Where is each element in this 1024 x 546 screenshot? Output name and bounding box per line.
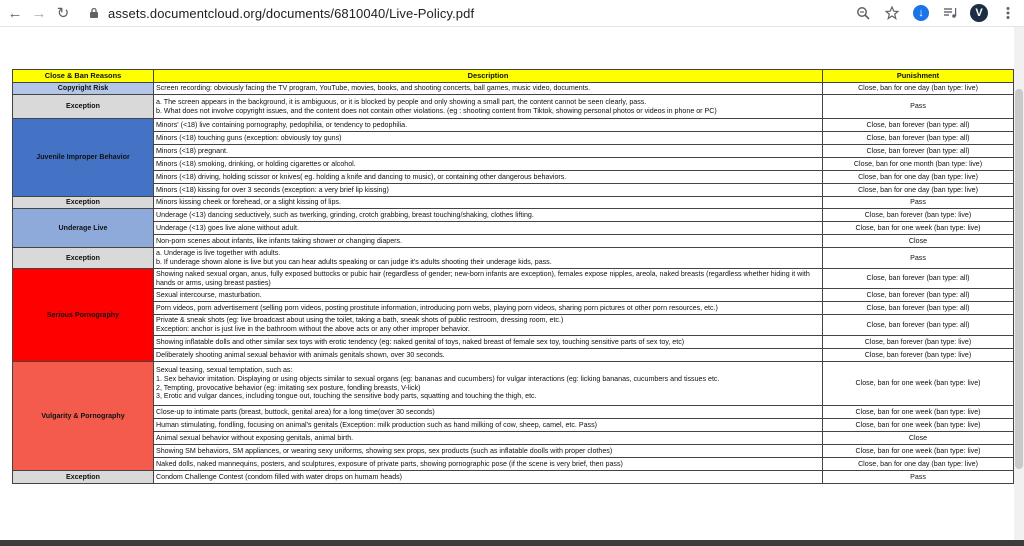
- punishment-cell: Close, ban for one week (ban type: live): [823, 362, 1014, 406]
- punishment-cell: Close, ban for one day (ban type: live): [823, 83, 1014, 95]
- description-cell: [154, 248, 823, 269]
- description-cell: [154, 222, 823, 235]
- pass-badge: Pass: [823, 471, 1014, 484]
- punishment-cell: Close, ban forever (ban type: all): [823, 315, 1014, 336]
- description-cell: [154, 209, 823, 222]
- table-row: [13, 458, 1014, 471]
- description-line: Sexual intercourse, masturbation.: [156, 290, 262, 299]
- description-cell: [154, 406, 823, 419]
- reason-cell: Vulgarity & Pornography: [13, 362, 154, 471]
- description-line: Naked dolls, naked mannequins, posters, and sculptures, exposure of private parts, showing pornographic pose (if the scene is very brief, then pass): [156, 459, 623, 468]
- description-line: Minors (<18) driving, holding scissor or knives( eg. holding a knife and dancing to music), or containing other dangerous behaviors.: [156, 172, 567, 181]
- star-icon[interactable]: [882, 3, 902, 23]
- punishment-cell: Close, ban for one day (ban type: live): [823, 184, 1014, 197]
- description-line: Deliberately shooting animal sexual behavior with animals genitals shown, over 30 seconds.: [156, 350, 445, 359]
- description-line: 2, Tempting, provocative behavior (eg: imitating sex posture, fondling breasts, V-lick): [156, 383, 421, 392]
- description-cell: [154, 95, 823, 119]
- pass-badge: Pass: [823, 248, 1014, 269]
- description-line: Exception: anchor is just live in the bathroom without the above acts or any other improper behavior.: [156, 325, 470, 333]
- pass-badge: Pass: [823, 95, 1014, 119]
- punishment-cell: Close, ban forever (ban type: all): [823, 269, 1014, 289]
- punishment-cell: Close, ban for one week (ban type: live): [823, 445, 1014, 458]
- description-line: Porn videos, porn advertisement (selling porn videos, posting prostitute information, introducing porn webs, playing porn videos, sharing porn pictures ot other porn resources, etc.): [156, 303, 718, 312]
- description-cell: [154, 83, 823, 95]
- description-line: b. What does not involve copyright issues, and the content does not contain other violations. (eg : shooting content from Tiktok, showing personal photos or videos in phone or PC): [156, 106, 717, 115]
- table-row: [13, 432, 1014, 445]
- table-row: [13, 83, 1014, 95]
- table-row: [13, 184, 1014, 197]
- description-cell: [154, 184, 823, 197]
- punishment-cell: Close, ban forever (ban type: live): [823, 209, 1014, 222]
- url-text: assets.documentcloud.org/documents/6810040/Live-Policy.pdf: [108, 5, 475, 21]
- punishment-cell: Close, ban for one day (ban type: live): [823, 458, 1014, 471]
- description-cell: [154, 432, 823, 445]
- vertical-scrollbar[interactable]: [1014, 27, 1024, 540]
- punishment-cell: Close, ban for one week (ban type: live): [823, 222, 1014, 235]
- description-cell: [154, 349, 823, 362]
- punishment-cell: Close, ban for one week (ban type: live): [823, 419, 1014, 432]
- description-cell: [154, 119, 823, 132]
- avatar: V: [970, 4, 988, 22]
- description-line: Underage (<13) dancing seductively, such as twerking, grinding, crotch grabbing, breast touching/shaking, clothes lifting.: [156, 210, 534, 219]
- description-cell: [154, 419, 823, 432]
- table-row: [13, 419, 1014, 432]
- description-line: Showing SM behaviors, SM appliances, or wearing sexy uniforms, showing sex props, sex products (such as inflatable doolls with proper clothes): [156, 446, 613, 455]
- description-line: Minors (<18) kissing for over 3 seconds (exception: a very brief lip kissing): [156, 185, 389, 194]
- description-cell: [154, 171, 823, 184]
- media-icon[interactable]: [940, 3, 960, 23]
- description-line: Human stimulating, fondling, focusing on animal's genitals (Exception: milk production such as hand milking of cow, sheep, camel, etc. Pass): [156, 420, 597, 429]
- table-row: [13, 197, 1014, 209]
- profile-button[interactable]: [969, 3, 989, 23]
- description-cell: [154, 289, 823, 302]
- description-line: Showing inflatable dolls and other similar sex toys with erotic tendency (eg: naked genital of toys, naked breast of female sex toy, touching sensitive parts of sex toy, etc): [156, 337, 685, 346]
- download-icon[interactable]: ↓: [911, 3, 931, 23]
- policy-table: [12, 69, 1014, 484]
- header-reason: Close & Ban Reasons: [13, 70, 154, 83]
- table-row: [13, 171, 1014, 184]
- address-bar[interactable]: [82, 3, 902, 23]
- back-button[interactable]: [6, 4, 24, 22]
- punishment-cell: Close: [823, 235, 1014, 248]
- description-cell: [154, 336, 823, 349]
- reload-button[interactable]: [54, 4, 72, 22]
- description-cell: [154, 132, 823, 145]
- table-row: [13, 158, 1014, 171]
- scrollbar-thumb[interactable]: [1015, 89, 1023, 469]
- back-arrow-icon: ←: [7, 4, 23, 22]
- description-line: Condom Challenge Contest (condom filled with water drops on humam heads): [156, 472, 403, 481]
- description-line: Underage (<13) goes live alone without adult.: [156, 223, 299, 232]
- table-row: [13, 302, 1014, 315]
- pass-badge: Pass: [823, 197, 1014, 209]
- description-line: Minors (<18) smoking, drinking, or holding cigarettes or alcohol.: [156, 159, 356, 168]
- browser-toolbar: [0, 0, 1024, 27]
- table-row: [13, 406, 1014, 419]
- description-cell: [154, 362, 823, 406]
- description-line: Showing naked sexual organ, anus, fully exposed buttocks or pubic hair (regardless of gender; new-born infants are exception), females expose nipples, areola, naked breasts (regardless whether hiding it with hands or arms, using breast pasties): [156, 269, 810, 287]
- description-line: 3, Erotic and vulgar dances, including tongue out, touching the sensitive body parts, squatting and touching the thigh, etc.: [156, 392, 537, 401]
- description-line: Close-up to intimate parts (breast, buttock, genital area) for a long time(over 30 seconds): [156, 407, 435, 416]
- table-row: [13, 95, 1014, 119]
- description-line: Minors' (<18) live containing pornography, pedophilia, or tendency to pedophilia.: [156, 120, 408, 129]
- table-row: [13, 269, 1014, 289]
- lock-icon: [88, 7, 100, 19]
- punishment-cell: Close, ban forever (ban type: all): [823, 302, 1014, 315]
- description-cell: [154, 269, 823, 289]
- description-line: Screen recording: obviously facing the TV program, YouTube, movies, books, and shooting concerts, ball games, music video, documents.: [156, 84, 591, 93]
- description-cell: [154, 458, 823, 471]
- reload-icon: ↻: [56, 5, 70, 22]
- table-row: [13, 289, 1014, 302]
- table-header-row: [13, 70, 1014, 83]
- table-row: [13, 248, 1014, 269]
- description-line: Animal sexual behavior without exposing genitals, animal birth.: [156, 433, 354, 442]
- header-description: Description: [154, 70, 823, 83]
- reason-cell: Exception: [13, 471, 154, 484]
- reason-cell: Exception: [13, 197, 154, 209]
- punishment-cell: Close, ban forever (ban type: all): [823, 132, 1014, 145]
- description-line: b. If underage shown alone is live but you can hear adults speaking or can judge it's adults shooting their underage kids, pass.: [156, 258, 552, 266]
- table-row: [13, 145, 1014, 158]
- description-line: Minors (<18) pregnant.: [156, 146, 228, 155]
- reason-cell: Exception: [13, 248, 154, 269]
- forward-button[interactable]: [30, 4, 48, 22]
- reason-cell: Exception: [13, 95, 154, 119]
- punishment-cell: Close, ban for one month (ban type: live): [823, 158, 1014, 171]
- description-cell: [154, 315, 823, 336]
- header-punishment: Punishment: [823, 70, 1014, 83]
- table-row: [13, 132, 1014, 145]
- reason-cell: Juvenile Improper Behavior: [13, 119, 154, 197]
- reason-cell: Underage Live: [13, 209, 154, 248]
- description-cell: [154, 145, 823, 158]
- description-cell: [154, 197, 823, 209]
- table-row: [13, 119, 1014, 132]
- zoom-icon[interactable]: [853, 3, 873, 23]
- description-line: Sexual teasing, sexual temptation, such as:: [156, 365, 293, 374]
- description-cell: [154, 445, 823, 458]
- description-cell: [154, 158, 823, 171]
- table-row: [13, 235, 1014, 248]
- table-row: [13, 222, 1014, 235]
- punishment-cell: Close, ban forever (ban type: all): [823, 145, 1014, 158]
- description-line: a. The screen appears in the background, it is ambiguous, or it is blocked by people and only showing a small part, the content cannot be seen clearly, pass.: [156, 97, 647, 106]
- description-line: Minors (<18) touching guns (exception: obviously toy guns): [156, 133, 342, 142]
- table-row: [13, 471, 1014, 484]
- description-line: 1. Sex behavior imitation. Displaying or using objects similar to sexual organs (eg: bananas and cucumbers) for vulgar interactions (eg: licking bananas, cucumbers and tissues etc.: [156, 374, 720, 383]
- table-row: [13, 209, 1014, 222]
- toolbar-actions: [853, 3, 1018, 23]
- table-row: [13, 445, 1014, 458]
- bottom-toolbar: [0, 540, 1024, 546]
- description-cell: [154, 302, 823, 315]
- description-line: a. Underage is live together with adults.: [156, 249, 281, 258]
- punishment-cell: Close, ban forever (ban type: live): [823, 336, 1014, 349]
- table-row: [13, 349, 1014, 362]
- punishment-cell: Close, ban forever (ban type: all): [823, 289, 1014, 302]
- reason-cell: Copyright Risk: [13, 83, 154, 95]
- punishment-cell: Close, ban forever (ban type: all): [823, 119, 1014, 132]
- forward-arrow-icon: →: [31, 4, 47, 22]
- punishment-cell: Close, ban forever (ban type: live): [823, 349, 1014, 362]
- menu-icon[interactable]: [998, 3, 1018, 23]
- punishment-cell: Close, ban for one day (ban type: live): [823, 171, 1014, 184]
- punishment-cell: Close: [823, 432, 1014, 445]
- description-cell: [154, 471, 823, 484]
- description-line: Minors kissing cheek or forehead, or a slight kissing of lips.: [156, 198, 341, 207]
- reason-cell: Serious Pornography: [13, 269, 154, 362]
- description-line: Non-porn scenes about infants, like infants taking shower or changing diapers.: [156, 236, 403, 245]
- description-line: Private & sneak shots (eg: live broadcast about using the toilet, taking a bath, sneak shots of public restroom, dressing room, etc.): [156, 316, 564, 325]
- table-row: [13, 336, 1014, 349]
- table-row: [13, 362, 1014, 406]
- punishment-cell: Close, ban for one week (ban type: live): [823, 406, 1014, 419]
- table-row: [13, 315, 1014, 336]
- table-body: [13, 83, 1014, 484]
- description-cell: [154, 235, 823, 248]
